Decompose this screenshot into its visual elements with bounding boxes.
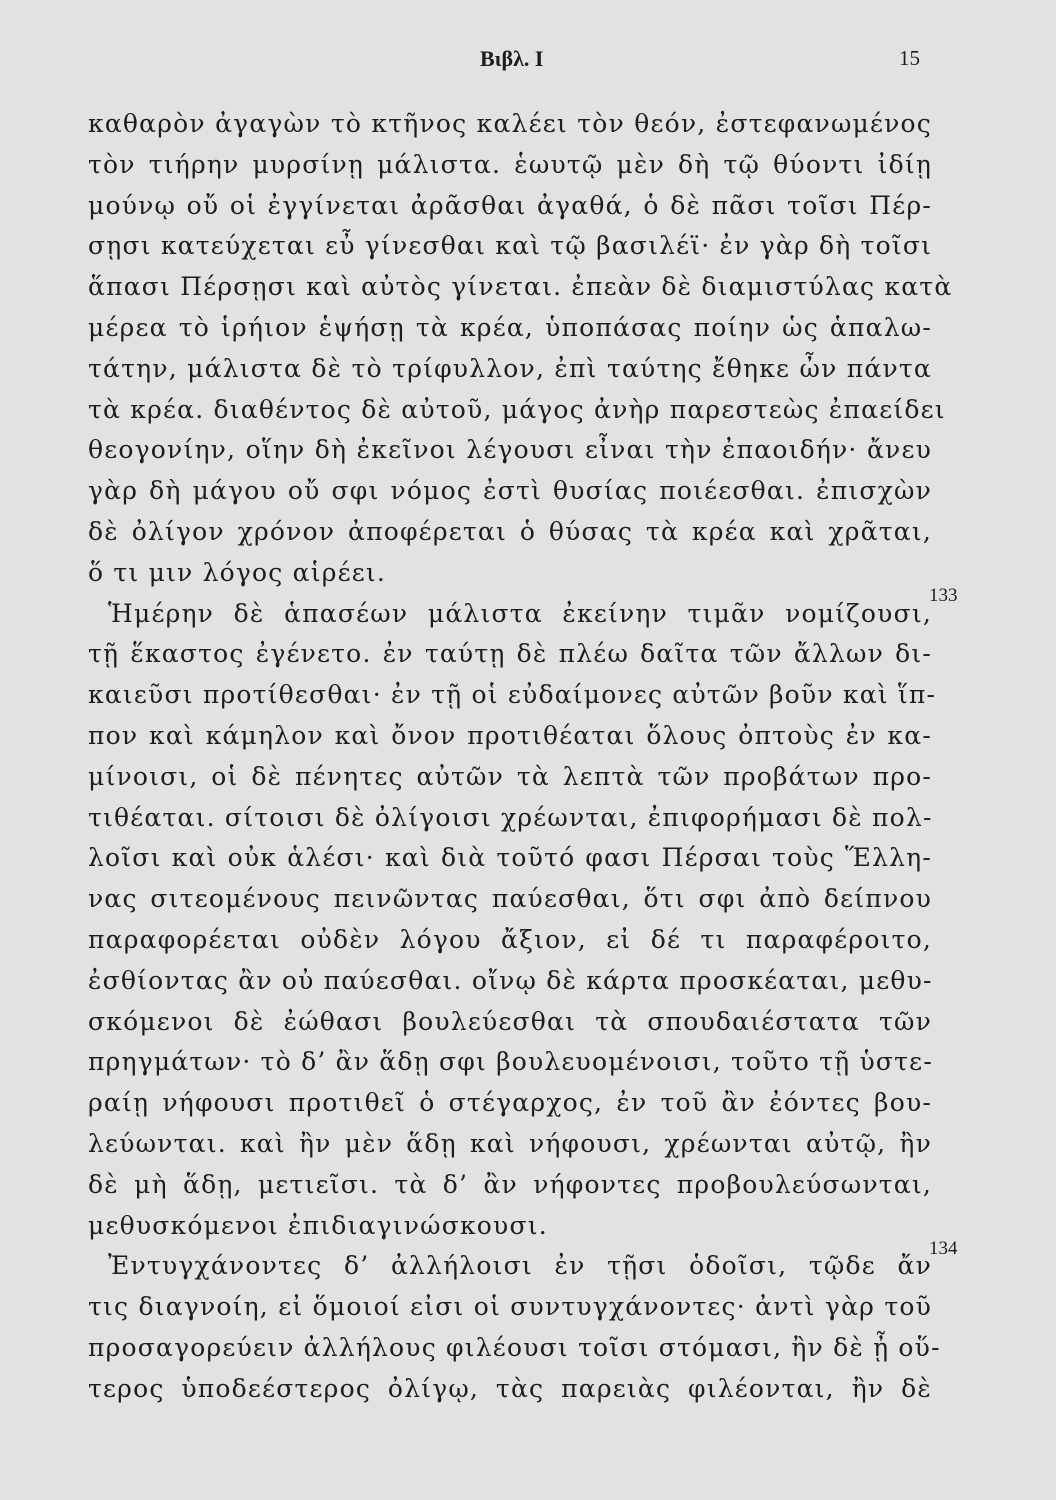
- text-line: καθαρὸν ἀγαγὼν τὸ κτῆνος καλέει τὸν θεόν, ἐστεφανωμένος: [88, 109, 932, 138]
- text-line: δὲ ὀλίγον χρόνον ἀποφέρεται ὁ θύσας τὰ κρέα καὶ χρᾶται,: [88, 516, 932, 546]
- text-line: ἐσθίοντας ἂν οὐ παύεσθαι. οἴνῳ δὲ κάρτα προσκέαται, μεθυ-: [88, 965, 933, 995]
- text-line: τὸν τιήρην μυρσίνῃ μάλιστα. ἑωυτῷ μὲν δὴ τῷ θύοντι ἰδίῃ: [88, 149, 932, 179]
- margin-section-number: 134: [929, 1238, 958, 1259]
- text-line: ραίῃ νήφουσι προτιθεῖ ὁ στέγαρχος, ἐν τοῦ ἂν ἐόντες βου-: [88, 1088, 932, 1118]
- paragraph-start-line: Ἐντυγχάνοντες δ’ ἀλλήλοισι ἐν τῇσι ὁδοῖσι, τῷδε ἄν: [108, 1251, 932, 1281]
- text-line: τὰ κρέα. διαθέντος δὲ αὐτοῦ, μάγος ἀνὴρ παρεστεὼς ἐπαείδει: [88, 394, 946, 424]
- text-line: λοῖσι καὶ οὐκ ἁλέσι· καὶ διὰ τοῦτό φασι Πέρσαι τοὺς Ἕλλη-: [88, 843, 932, 873]
- text-line: μούνῳ οὔ οἱ ἐγγίνεται ἀρᾶσθαι ἀγαθά, ὁ δὲ πᾶσι τοῖσι Πέρ-: [88, 190, 932, 220]
- text-line: τερος ὑποδεέστερος ὀλίγῳ, τὰς παρειὰς φιλέονται, ἢν δὲ: [88, 1373, 932, 1403]
- text-line: ἅπασι Πέρσῃσι καὶ αὐτὸς γίνεται. ἐπεὰν δὲ διαμιστύλας κατὰ: [88, 272, 953, 302]
- text-line: μίνοισι, οἱ δὲ πένητες αὐτῶν τὰ λεπτὰ τῶν προβάτων προ-: [88, 761, 932, 791]
- text-line: τῇ ἕκαστος ἐγένετο. ἐν ταύτῃ δὲ πλέω δαῖτα τῶν ἄλλων δι-: [88, 639, 932, 669]
- text-line: σκόμενοι δὲ ἐώθασι βουλεύεσθαι τὰ σπουδαιέστατα τῶν: [88, 1006, 932, 1036]
- text-line: ὅ τι μιν λόγος αἱρέει.: [88, 557, 387, 587]
- text-line: τιθέαται. σίτοισι δὲ ὀλίγοισι χρέωνται, ἐπιφορήμασι δὲ πολ-: [88, 802, 933, 832]
- text-line: τις διαγνοίη, εἰ ὅμοιοί εἰσι οἱ συντυγχάνοντες· ἀντὶ γὰρ τοῦ: [88, 1292, 932, 1322]
- text-line: δὲ μὴ ἅδῃ, μετιεῖσι. τὰ δ’ ἂν νήφοντες προβουλεύσωνται,: [88, 1169, 932, 1199]
- text-line: τάτην, μάλιστα δὲ τὸ τρίφυλλον, ἐπὶ ταύτης ἔθηκε ὦν πάντα: [88, 353, 932, 383]
- text-line: σῃσι κατεύχεται εὖ γίνεσθαι καὶ τῷ βασιλέϊ· ἐν γὰρ δὴ τοῖσι: [88, 231, 933, 261]
- margin-section-number: 133: [929, 585, 958, 606]
- text-line: μεθυσκόμενοι ἐπιδιαγινώσκουσι.: [88, 1210, 548, 1240]
- running-head: [0, 46, 1056, 74]
- text-line: νας σιτεομένους πεινῶντας παύεσθαι, ὅτι σφι ἀπὸ δείπνου: [88, 884, 932, 914]
- text-line: καιεῦσι προτίθεσθαι· ἐν τῇ οἱ εὐδαίμονες αὐτῶν βοῦν καὶ ἵπ-: [88, 680, 937, 710]
- text-line: πον καὶ κάμηλον καὶ ὄνον προτιθέαται ὅλους ὀπτοὺς ἐν κα-: [88, 720, 932, 750]
- text-line: παραφορέεται οὐδὲν λόγου ἄξιον, εἰ δέ τι παραφέροιτο,: [88, 924, 932, 954]
- book-reference: Βιβλ. Ι: [480, 46, 544, 71]
- text-line: μέρεα τὸ ἱρήιον ἑψήσῃ τὰ κρέα, ὑποπάσας ποίην ὡς ἁπαλω-: [88, 312, 932, 342]
- page-number: 15: [899, 46, 920, 70]
- text-line: προσαγορεύειν ἀλλήλους φιλέουσι τοῖσι στόμασι, ἢν δὲ ᾖ οὕ-: [88, 1332, 941, 1362]
- text-line: λεύωνται. καὶ ἢν μὲν ἅδῃ καὶ νήφουσι, χρέωνται αὐτῷ, ἢν: [88, 1128, 932, 1158]
- text-line: θεογονίην, οἵην δὴ ἐκεῖνοι λέγουσι εἶναι τὴν ἐπαοιδήν· ἄνευ: [88, 435, 932, 465]
- paragraph-start-line: Ἡμέρην δὲ ἁπασέων μάλιστα ἐκείνην τιμᾶν νομίζουσι,: [108, 598, 932, 628]
- text-line: πρηγμάτων· τὸ δ’ ἂν ἅδῃ σφι βουλευομένοισι, τοῦτο τῇ ὑστε-: [88, 1047, 933, 1077]
- text-line: γὰρ δὴ μάγου οὔ σφι νόμος ἐστὶ θυσίας ποιέεσθαι. ἐπισχὼν: [88, 476, 932, 506]
